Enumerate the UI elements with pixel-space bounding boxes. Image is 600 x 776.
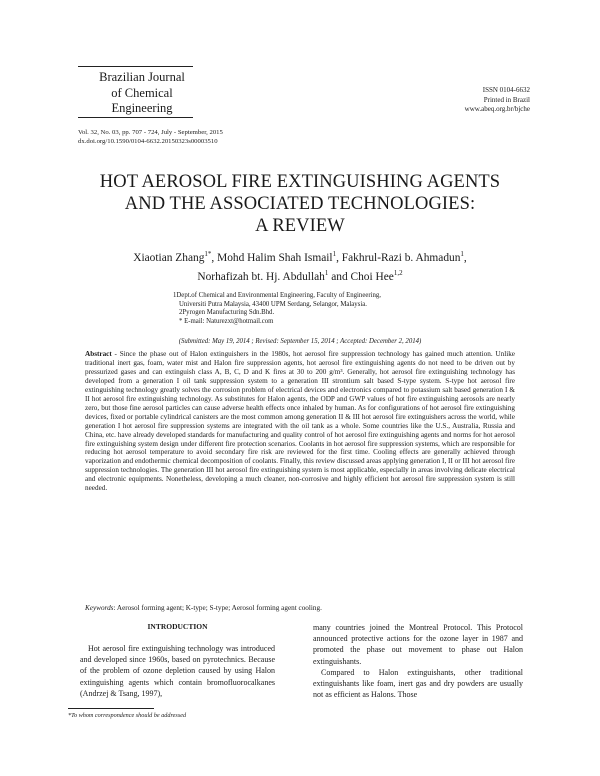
journal-name-line: Brazilian Journal — [99, 70, 185, 84]
section-heading: INTRODUCTION — [147, 622, 208, 631]
submission-dates: (Submitted: May 19, 2014 ; Revised: September 15, 2014 ; Accepted: December 2, 2014) — [178, 338, 422, 345]
author-name: Xiaotian Zhang — [133, 251, 205, 264]
affiliation-email: * E-mail: Naturezxt@hotmail.com — [179, 318, 274, 326]
paper-title — [60, 171, 540, 237]
footnote: *To whom correspondence should be addressed — [68, 712, 187, 719]
journal-rule-top — [78, 66, 193, 67]
author-sup: 1* — [204, 250, 212, 258]
journal-name — [92, 70, 192, 117]
doi: dx.doi.org/10.1590/0104-6632.20150323s00003510 — [78, 137, 218, 145]
journal-url: www.abeq.org.br/bjche — [464, 105, 530, 113]
author-name: Fakhrul-Razi b. Ahmadun — [341, 251, 461, 264]
title-line: AND THE ASSOCIATED TECHNOLOGIES: — [124, 194, 476, 214]
affiliations — [173, 292, 381, 327]
right-column — [313, 622, 523, 700]
journal-rule-bottom — [78, 117, 193, 118]
author-list — [60, 247, 540, 286]
abstract — [85, 350, 515, 493]
author-sup: 1 — [460, 250, 464, 258]
issn-block — [465, 86, 530, 115]
author-name: Mohd Halim Shah Ismail — [217, 251, 333, 264]
author-sup: 1 — [324, 269, 329, 278]
journal-name-line: of Chemical — [111, 85, 173, 100]
volume-line: Vol. 32, No. 03, pp. 707 - 724, July - September, 2015 — [78, 129, 223, 136]
author-line: Xiaotian Zhang$^{1*}$, Mohd Halim Shah Ismail$^1$, Fakhrul-Razi b. Ahmadun$^1$, — [133, 250, 467, 264]
abstract-text: - Since the phase out of Halon extinguishers in the 1980s, hot aerosol fire suppression technology has gained much attention. Unlike traditional inert gas, foam, water mist and Halon fire suppression agents, hot aerosol fire extinguishing agents do not need to be driven out by pressurized gases and can extinguish class A, B, C, D and K fires at 30 to 200 g/m³. Generally, hot aerosol fire extinguishing technology has developed from a generation I oil tank suppression system to a generation III strontium salt based S-type system. S-type hot aerosol fire extinguishing technology greatly solves the corrosion problem of electrical devices and electronics compared to potassium salt based generation I & II hot aerosol fire extinguishing technology. As substitutes for Halon agents, the ODP and GWP values of hot fire extinguishing aerosols are nearly zero, but those fine aerosol particles can cause adverse health effects once inhaled by human. As for configurations of hot aerosol fire extinguishing devices, fixed or portable cylindrical canisters are the most common among generation II & III hot aerosol fire extinguishers across the world, while generation I hot aerosol fire suppression systems are integrated with the oil tank as a whole. Some countries like the U.S., Australia, Russia and China, etc. have already developed standards for manufacturing and quality control of hot aerosol fire extinguishing agents and norms for hot aerosol fire extinguishing system design under different fire protection scenarios. Coolants in hot aerosol fire suppression systems, which are responsible for reducing hot aerosol temperature to avoid secondary fire risk are reviewed for the first time. Cooling effects are generally achieved through vaporization and endothermic chemical decomposition of coolants. Finally, this review discussed areas applying generation I, II or III hot aerosol fire suppression technologies. The generation III hot aerosol fire extinguishing system is most applicable, especially in areas involving delicate electrical and electronic equipments. Nonetheless, developing a much cleaner, non-corrosive and highly efficient hot aerosol fire suppression system is still needed. — [85, 350, 515, 493]
author-sup: 1 — [332, 250, 337, 258]
journal-name-line: Engineering — [111, 101, 173, 115]
issn: ISSN 0104-6632 — [482, 86, 530, 94]
author-name: Norhafizah bt. Hj. Abdullah — [197, 271, 325, 284]
printed-in: Printed in Brazil — [483, 95, 530, 104]
author-line: Norhafizah bt. Hj. Abdullah$^1$ and Choi Hee$^{1,2}$ — [197, 269, 403, 284]
body-paragraph: Compared to Halon extinguishants, other traditional extinguishants like foam, inert gas and dry powders are usually not as efficient as Halons. Those — [313, 667, 523, 700]
keywords-text: : Aerosol forming agent; K-type; S-type; Aerosol forming agent cooling. — [113, 604, 322, 612]
author-name: Choi Hee — [350, 271, 394, 284]
body-paragraph: Hot aerosol fire extinguishing technology was introduced and developed since 1960s, based on pyrotechnics. Because of the problem of ozone depletion caused by using Halon extinguishing agents which contain bromofluorocalkanes (Andrzej & Tsang, 1997), — [80, 644, 275, 698]
abstract-label: Abstract — [85, 350, 112, 358]
left-column — [80, 622, 275, 699]
affiliation-line: 1Dept.of Chemical and Environmental Engineering, Faculty of Engineering, — [173, 292, 382, 299]
volume-info — [78, 129, 223, 146]
keywords — [85, 604, 515, 612]
body-paragraph: many countries joined the Montreal Protocol. This Protocol announced protective actions for the ozone layer in 1987 and promoted the phase out movement to phase out Halon extinguishants. — [313, 623, 523, 666]
title-line: A REVIEW — [255, 216, 345, 236]
footnote-rule — [68, 708, 154, 709]
affiliation-line: 2Pyrogen Manufacturing Sdn.Bhd. — [179, 309, 275, 317]
affiliation-line: Universiti Putra Malaysia, 43400 UPM Serdang, Selangor, Malaysia. — [179, 300, 367, 308]
author-sup: 1,2 — [393, 269, 403, 278]
title-line: HOT AEROSOL FIRE EXTINGUISHING AGENTS — [99, 172, 501, 192]
keywords-label: Keywords — [85, 604, 114, 612]
